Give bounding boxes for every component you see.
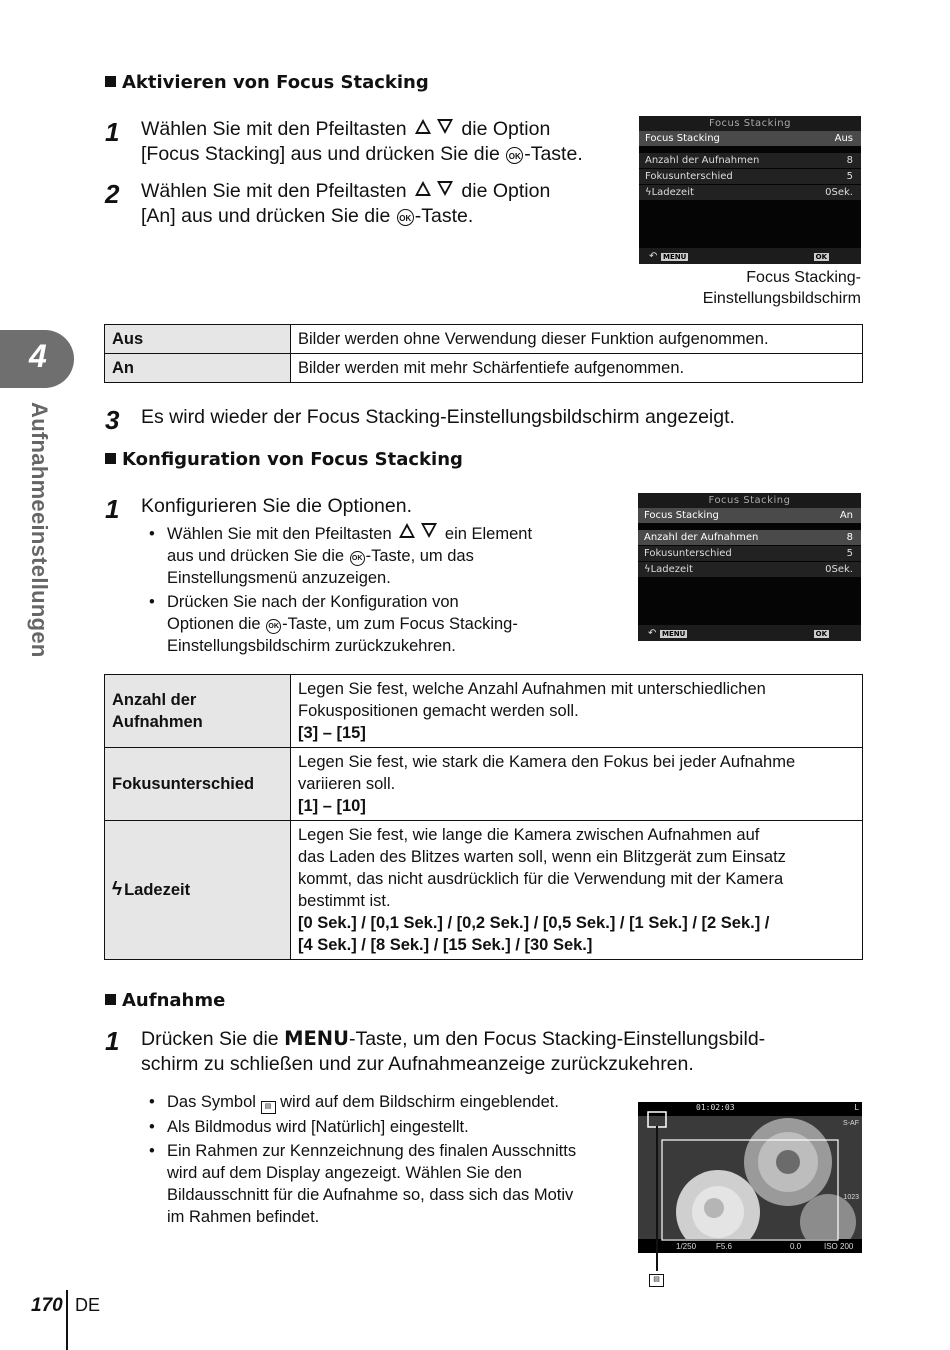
image-size-indicator: L xyxy=(854,1103,859,1112)
shots-remaining: 1023 xyxy=(843,1194,859,1201)
step-text: Wählen Sie mit den Pfeiltasten die Option [Focus Stacking] aus und drücken Sie die OK -Taste. xyxy=(141,118,583,165)
flash-icon: ϟ xyxy=(645,187,652,198)
list-item: • Wählen Sie mit den Pfeiltasten ein Element aus und drücken Sie die OK -Taste, um das Einstellungsmenü anzuzeigen. xyxy=(149,525,533,587)
table-row: An Bilder werden mit mehr Schärfentiefe aufgenommen. xyxy=(105,354,863,383)
iso-value: ISO 200 xyxy=(824,1242,854,1251)
section-heading-config: Konfiguration von Focus Stacking xyxy=(105,449,463,470)
screen-footer xyxy=(638,625,861,641)
screen-title: Focus Stacking xyxy=(638,493,861,508)
menu-row: ϟLadezeit 0Sek. xyxy=(638,562,861,577)
menu-row: Fokusunterschied 5 xyxy=(638,546,861,561)
arrow-up-icon xyxy=(399,523,415,538)
menu-row-focus-stacking: Focus Stacking An xyxy=(638,508,861,523)
step-number: 3 xyxy=(105,405,120,435)
aperture: F5.6 xyxy=(716,1242,733,1251)
ok-button-icon: OK xyxy=(397,209,414,226)
list-item: • Das Symbol ▤ wird auf dem Bildschirm eingeblendet. xyxy=(167,1091,559,1114)
list-item: • Drücken Sie nach der Konfiguration von Optionen die OK -Taste, um zum Focus Stacking- Einstellungsbildschirm zurückzukehren. xyxy=(149,593,518,655)
screen-title: Focus Stacking xyxy=(639,116,861,131)
chapter-tab xyxy=(0,330,74,388)
ok-key-label: OK xyxy=(815,630,827,638)
menu-row: Anzahl der Aufnahmen 8 xyxy=(639,153,861,168)
table-row: Fokusunterschied Legen Sie fest, wie stark die Kamera den Fokus bei jeder Aufnahme variieren soll. [1] – [10] xyxy=(105,748,863,821)
ok-key-label: OK xyxy=(815,253,827,261)
page-number: 170 xyxy=(31,1295,63,1316)
arrow-down-icon xyxy=(437,181,453,196)
step-number: 1 xyxy=(105,494,120,524)
focus-stacking-icon: ▤ xyxy=(261,1101,276,1114)
back-arrow-icon: ↶ xyxy=(649,251,658,262)
ok-button-icon: OK xyxy=(350,551,365,566)
callout-line xyxy=(656,1126,658,1271)
step-number: 2 xyxy=(105,179,120,209)
table-row: Anzahl der Aufnahmen Legen Sie fest, welche Anzahl Aufnahmen mit unterschiedlichen Fokuspositionen gemacht werden soll. [3] – [15] xyxy=(105,675,863,748)
step-text: Drücken Sie die MENU-Taste, um den Focus Stacking-Einstellungsbild- schirm zu schließen und zur Aufnahmeanzeige zurückzukehren. xyxy=(141,1027,766,1075)
arrow-up-icon xyxy=(415,119,431,134)
list-item: • Als Bildmodus wird [Natürlich] eingestellt. xyxy=(149,1118,469,1136)
menu-key-label: MENU xyxy=(662,630,686,638)
exposure-compensation: 0.0 xyxy=(790,1242,802,1251)
live-view-screen xyxy=(638,1102,862,1253)
screen-caption: Focus Stacking- Einstellungsbildschirm xyxy=(702,269,861,307)
step-number: 1 xyxy=(105,1026,120,1056)
focus-stacking-icon: ▤ xyxy=(649,1274,664,1287)
menu-row-focus-stacking: Focus Stacking Aus xyxy=(639,131,861,146)
menu-row: Fokusunterschied 5 xyxy=(639,169,861,184)
ok-button-icon: OK xyxy=(266,619,281,634)
menu-key-label: MENU xyxy=(663,253,687,261)
menu-row-selected: Anzahl der Aufnahmen 8 xyxy=(638,530,861,545)
af-mode-indicator: S-AF xyxy=(843,1120,859,1127)
flower-photo xyxy=(638,1102,862,1253)
step-text: Es wird wieder der Focus Stacking-Einstellungsbildschirm angezeigt. xyxy=(141,406,735,428)
focus-stacking-screen-off xyxy=(639,116,861,264)
timer-readout: 01:02:03 xyxy=(696,1103,735,1112)
step-number: 1 xyxy=(105,117,120,147)
step-text: Konfigurieren Sie die Optionen. xyxy=(141,495,413,517)
arrow-down-icon xyxy=(437,119,453,134)
arrow-down-icon xyxy=(421,523,437,538)
flash-icon: ϟ xyxy=(112,879,123,900)
ok-button-icon: OK xyxy=(506,147,523,164)
chapter-vertical-label: Aufnahmeeinstellungen xyxy=(27,402,52,658)
footer-divider xyxy=(66,1290,68,1350)
step-text: Wählen Sie mit den Pfeiltasten die Option [An] aus und drücken Sie die OK -Taste. xyxy=(141,180,551,227)
settings-table xyxy=(104,674,863,960)
table-row: ϟ Ladezeit Legen Sie fest, wie lange die Kamera zwischen Aufnahmen auf das Laden des Blitzes warten soll, wenn ein Blitzgerät zum Einsatz kommt, das nicht ausdrücklich für die Verwendung mit der Kamera bestimmt ist. [0 Sek.] / [0,1 Sek.] / [0,2 Sek.] / [0,5 Sek.] / [1 Sek.] / [2 Sek.] / [4 Sek.] / [8 Sek.] / [15 Sek.] / [30 Sek.] xyxy=(105,821,863,960)
on-off-table xyxy=(104,324,863,383)
flash-icon: ϟ xyxy=(644,564,651,575)
menu-row: ϟLadezeit 0Sek. xyxy=(639,185,861,200)
shutter-speed: 1/250 xyxy=(676,1242,697,1251)
language-code: DE xyxy=(75,1295,101,1315)
list-item: • Ein Rahmen zur Kennzeichnung des finalen Ausschnitts wird auf dem Display angezeigt. Wählen Sie den Bildausschnitt für die Aufnahme so, dass sich das Motiv im Rahmen befindet. xyxy=(149,1142,577,1226)
chapter-number: 4 xyxy=(29,338,47,374)
section-heading-shooting: Aufnahme xyxy=(105,990,225,1011)
back-arrow-icon: ↶ xyxy=(648,628,657,639)
arrow-up-icon xyxy=(415,181,431,196)
table-row: Aus Bilder werden ohne Verwendung dieser Funktion aufgenommen. xyxy=(105,325,863,354)
screen-footer xyxy=(639,248,861,264)
section-heading-activate: Aktivieren von Focus Stacking xyxy=(105,72,429,93)
focus-stacking-screen-on xyxy=(638,493,861,641)
